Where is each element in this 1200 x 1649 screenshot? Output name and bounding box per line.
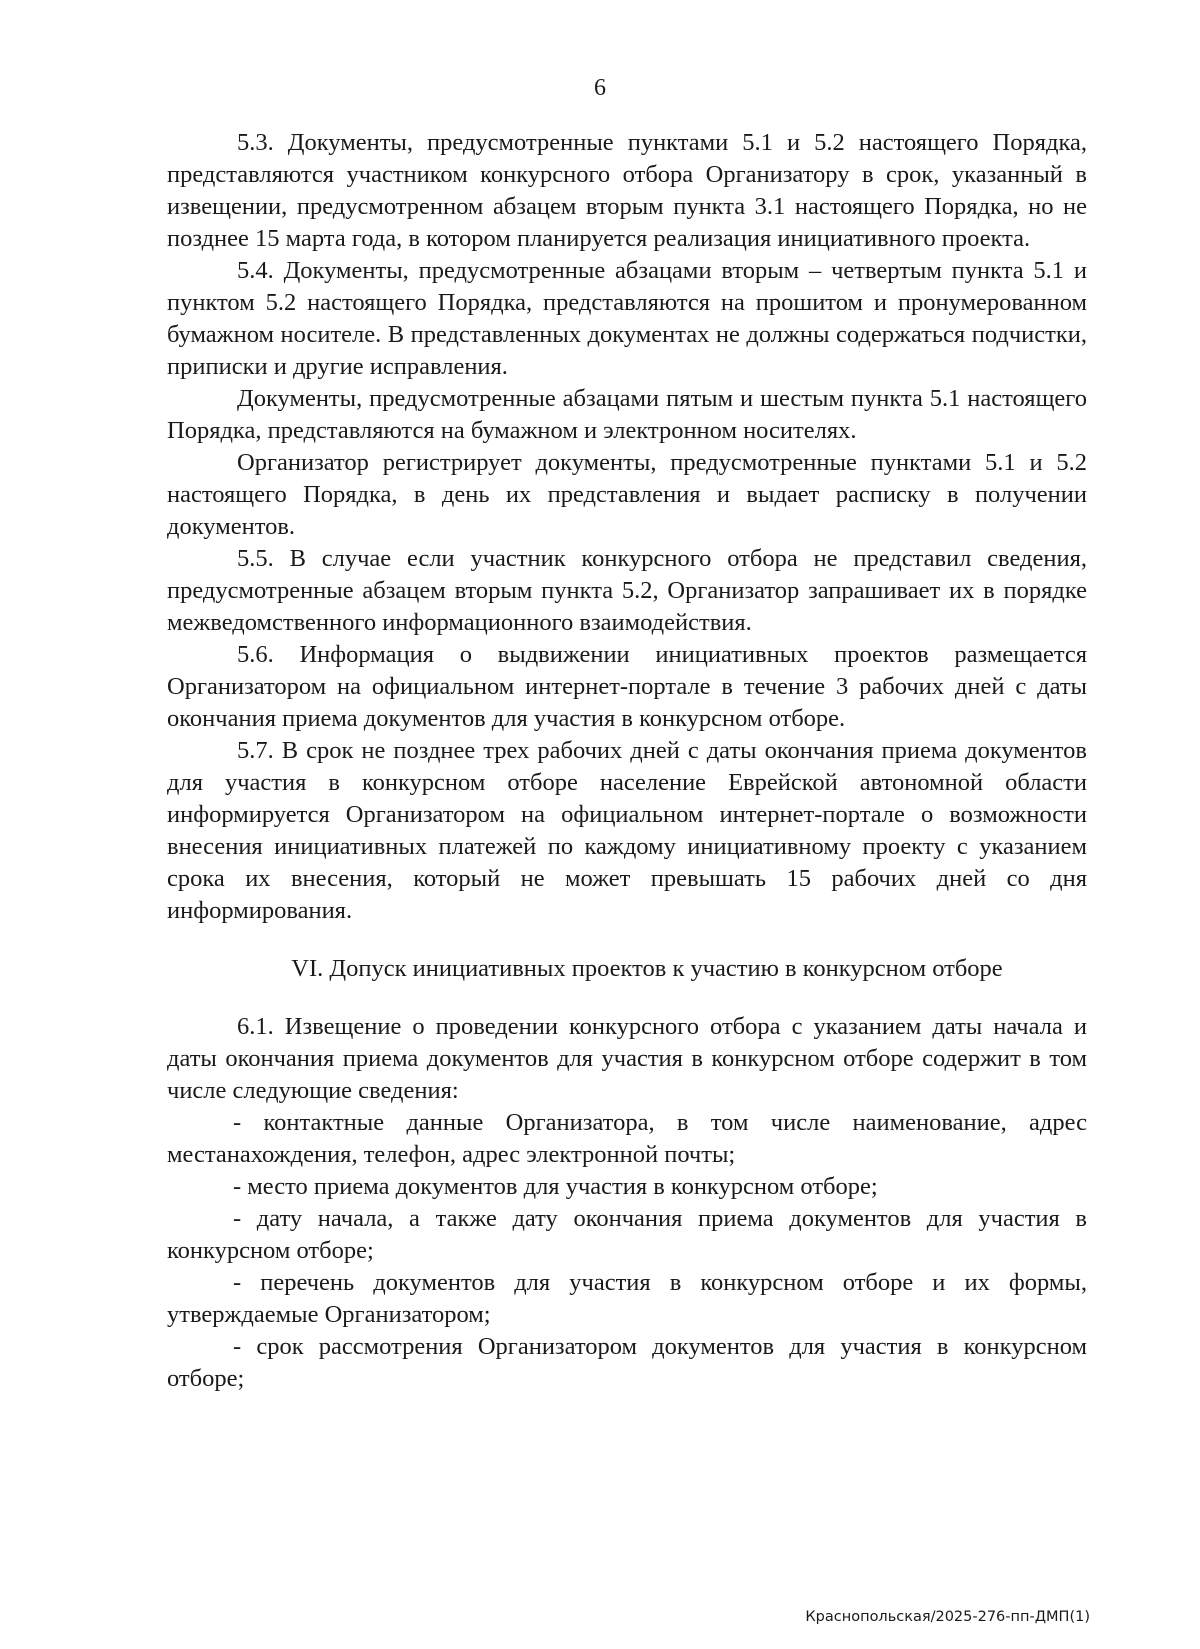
list-item-place: - место приема документов для участия в конкурсном отборе; <box>233 1173 878 1200</box>
list-item-dates: - дату начала, а также дату окончания приема документов для участия в конкурсном отборе; <box>167 1205 1087 1264</box>
section-title: VI. Допуск инициативных проектов к участию в конкурсном отборе <box>291 955 1003 982</box>
list-item-contacts: - контактные данные Организатора, в том числе наименование, адрес местанахождения, телефон, адрес электронной почты; <box>167 1109 1087 1168</box>
list-item-documents-list: - перечень документов для участия в конкурсном отборе и их формы, утверждаемые Организатором; <box>167 1269 1087 1328</box>
paragraph-5-4-documents: Документы, предусмотренные абзацами пятым и шестым пункта 5.1 настоящего Порядка, представляются на бумажном и электронном носителях. <box>167 385 1087 444</box>
list-item-review-period: - срок рассмотрения Организатором документов для участия в конкурсном отборе; <box>167 1333 1087 1392</box>
paragraph-5-7: 5.7. В срок не позднее трех рабочих дней с даты окончания приема документов для участия в конкурсном отборе население Еврейской автономной области информируется Организатором на официальном интернет-портале о возможности внесения инициативных платежей по каждому инициативному проекту с указанием срока их внесения, который не может превышать 15 рабочих дней со дня информирования. <box>167 737 1087 924</box>
paragraph-5-3: 5.3. Документы, предусмотренные пунктами 5.1 и 5.2 настоящего Порядка, представляются участником конкурсного отбора Организатору в срок, указанный в извещении, предусмотренном абзацем вторым пункта 3.1 настоящего Порядка, но не позднее 15 марта года, в котором планируется реализация инициативного проекта. <box>167 129 1087 252</box>
paragraph-5-5: 5.5. В случае если участник конкурсного отбора не представил сведения, предусмотренные абзацем вторым пункта 5.2, Организатор запрашивает их в порядке межведомственного информационного взаимодействия. <box>167 545 1087 636</box>
paragraph-5-4-registration: Организатор регистрирует документы, предусмотренные пунктами 5.1 и 5.2 настоящего Порядка, в день их представления и выдает расписку в получении документов. <box>167 449 1087 540</box>
document-body <box>167 127 1087 1395</box>
paragraph-5-6: 5.6. Информация о выдвижении инициативных проектов размещается Организатором на официальном интернет-портале в течение 3 рабочих дней с даты окончания приема документов для участия в конкурсном отборе. <box>167 641 1087 732</box>
paragraph-6-1: 6.1. Извещение о проведении конкурсного отбора с указанием даты начала и даты окончания приема документов для участия в конкурсном отборе содержит в том числе следующие сведения: <box>167 1013 1087 1104</box>
page-number: 6 <box>594 75 606 101</box>
footer-reference: Краснопольская/2025-276-пп-ДМП(1) <box>805 1609 1090 1625</box>
paragraph-5-4: 5.4. Документы, предусмотренные абзацами вторым – четвертым пункта 5.1 и пунктом 5.2 настоящего Порядка, представляются на прошитом и пронумерованном бумажном носителе. В представленных документах не должны содержаться подчистки, приписки и другие исправления. <box>167 257 1087 380</box>
